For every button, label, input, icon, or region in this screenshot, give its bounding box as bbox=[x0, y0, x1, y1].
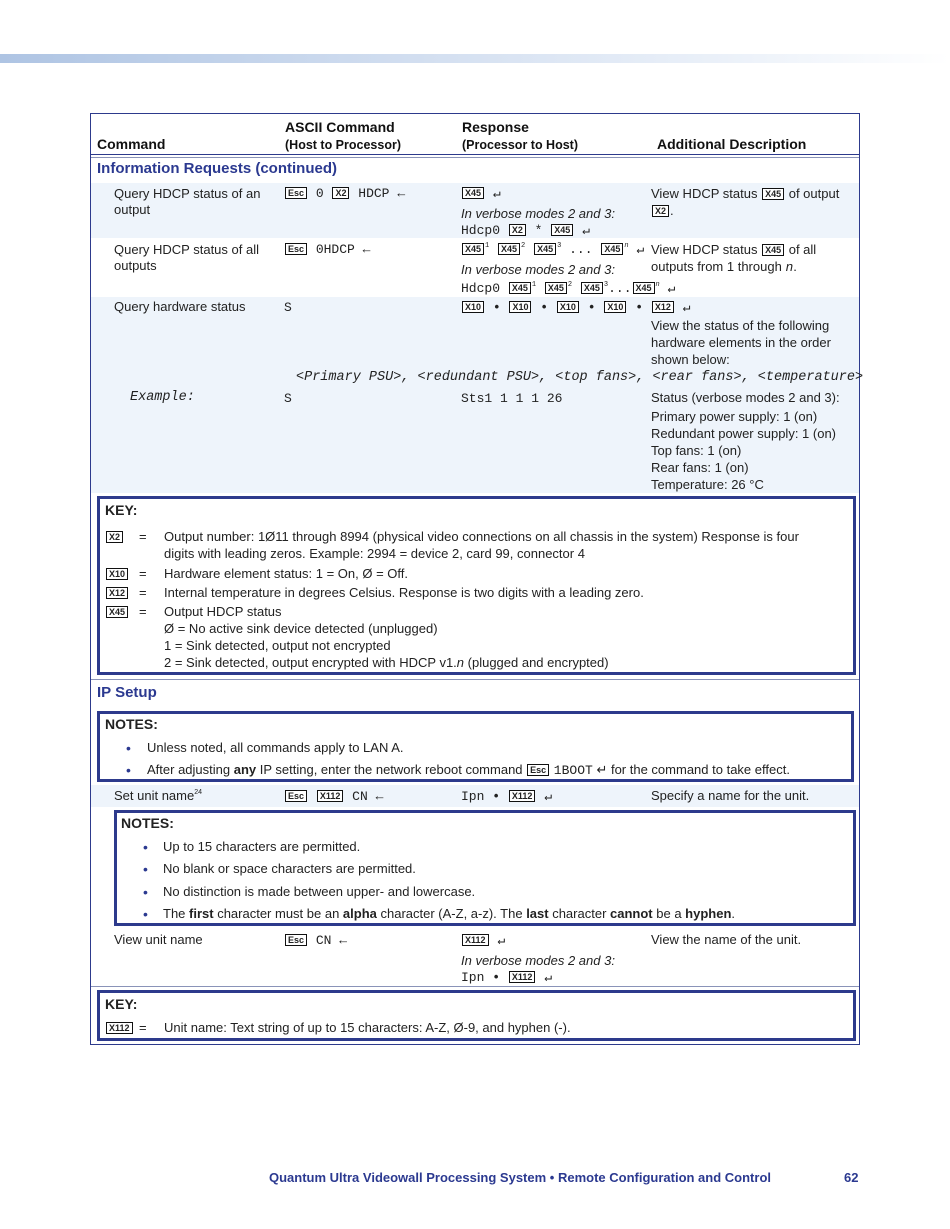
bullet-icon: • bbox=[126, 762, 131, 778]
resp-verbose-hdcp-output bbox=[461, 223, 590, 239]
key-x45-desc-l4 bbox=[164, 655, 609, 671]
verbose-prefix: Hdcp0 bbox=[461, 223, 501, 238]
resp-query-hdcp-all bbox=[461, 242, 644, 258]
hardware-order-line: <Primary PSU>, <redundant PSU>, <top fans>, <rear fans>, <temperature> bbox=[296, 370, 864, 385]
header-divider bbox=[91, 154, 859, 155]
desc-part: outputs from 1 through bbox=[651, 259, 782, 274]
verbose-label: In verbose modes 2 and 3: bbox=[461, 953, 615, 968]
x45-variable: X45 bbox=[509, 282, 531, 294]
bullet-icon: • bbox=[126, 740, 131, 756]
key-text-part: 2 = Sink detected, output encrypted with HDCP v1. bbox=[164, 655, 457, 670]
header-divider-2 bbox=[91, 157, 859, 158]
esc-key: Esc bbox=[285, 790, 307, 802]
ascii-query-hdcp-all bbox=[284, 242, 370, 258]
superscript: 2 bbox=[567, 281, 573, 289]
section-divider bbox=[91, 986, 859, 987]
key-eq: = bbox=[139, 604, 147, 619]
x45-variable: X45 bbox=[601, 243, 623, 255]
section-title-ip-setup: IP Setup bbox=[97, 684, 157, 701]
key-eq: = bbox=[139, 585, 147, 600]
key-x12-desc: Internal temperature in degrees Celsius. Response is two digits with a leading zero. bbox=[164, 585, 644, 600]
col-header-ascii-sub: (Host to Processor) bbox=[285, 138, 401, 152]
footnote-ref: 24 bbox=[194, 789, 203, 796]
note-text: cannot bbox=[610, 906, 653, 921]
notes-title: NOTES: bbox=[105, 716, 158, 732]
note-text: IP setting, enter the network reboot command bbox=[256, 762, 523, 777]
ascii-set-unit-name bbox=[284, 789, 383, 805]
x12-variable: X12 bbox=[652, 301, 674, 313]
key-x2-desc-l1: Output number: 1Ø11 through 8994 (physical video connections on all chassis in the system) Response is four bbox=[164, 529, 799, 544]
desc-hdcp-output-l2 bbox=[651, 203, 674, 219]
desc-part: n bbox=[785, 260, 794, 275]
superscript: 1 bbox=[485, 242, 490, 250]
note-text: hyphen bbox=[685, 906, 732, 921]
cmd-query-hdcp-output-l1: Query HDCP status of an bbox=[114, 186, 261, 201]
verbose-label: In verbose modes 2 and 3: bbox=[461, 262, 615, 277]
desc-hardware-l3: shown below: bbox=[651, 352, 730, 367]
example-ascii: S bbox=[284, 391, 292, 406]
note-text: The bbox=[163, 906, 190, 921]
x45-variable: X45 bbox=[633, 282, 655, 294]
ascii-part: CN bbox=[352, 789, 368, 804]
ellipsis: ... bbox=[569, 242, 593, 257]
x10-variable: X10 bbox=[604, 301, 626, 313]
x2-variable: X2 bbox=[332, 187, 349, 199]
x45-variable: X45 bbox=[762, 188, 784, 200]
ascii-part: 0HDCP bbox=[315, 242, 355, 257]
x112-variable: X112 bbox=[509, 790, 536, 802]
ascii-part: 0 bbox=[315, 186, 324, 201]
enter-return-icon: ↵ bbox=[544, 789, 553, 804]
cmd-query-hdcp-output-l2: output bbox=[114, 202, 151, 217]
x112-variable: X112 bbox=[317, 790, 344, 802]
key-label-x45 bbox=[105, 604, 129, 620]
col-header-ascii: ASCII Command bbox=[285, 119, 395, 135]
header-gradient-bar bbox=[0, 54, 950, 63]
key-x112-desc: Unit name: Text string of up to 15 characters: A-Z, Ø-9, and hyphen (-). bbox=[164, 1020, 571, 1035]
key-text-part: n bbox=[456, 655, 465, 670]
cmd-set-unit-name bbox=[114, 788, 202, 804]
note-first-last bbox=[163, 906, 735, 922]
ascii-query-hardware: S bbox=[284, 300, 292, 315]
x45-variable: X45 bbox=[762, 244, 784, 256]
cmd-text: Set unit name bbox=[114, 788, 195, 803]
desc-hdcp-output-l1 bbox=[651, 186, 839, 202]
note-text: alpha bbox=[342, 906, 377, 921]
example-desc-3: Top fans: 1 (on) bbox=[651, 443, 742, 458]
x45-variable: X45 bbox=[551, 224, 573, 236]
resp-query-hdcp-output bbox=[461, 186, 501, 202]
note-15-chars: Up to 15 characters are permitted. bbox=[163, 839, 361, 854]
example-desc-4: Rear fans: 1 (on) bbox=[651, 460, 749, 475]
x10-variable: X10 bbox=[462, 301, 484, 313]
bullet-icon: • bbox=[143, 884, 148, 900]
superscript: n bbox=[624, 242, 629, 250]
key-label-x12 bbox=[105, 585, 129, 601]
resp-query-hardware bbox=[461, 300, 690, 316]
note-reboot bbox=[147, 762, 790, 779]
x45-variable: X45 bbox=[534, 243, 556, 255]
cmd-query-hardware: Query hardware status bbox=[114, 299, 246, 314]
x2-variable: X2 bbox=[509, 224, 526, 236]
key-label-x112 bbox=[105, 1020, 134, 1036]
key-x45-desc-l3: 1 = Sink detected, output not encrypted bbox=[164, 638, 391, 653]
note-text: After adjusting bbox=[147, 762, 234, 777]
desc-part: of all bbox=[788, 242, 817, 257]
enter-return-icon: ↵ bbox=[596, 762, 608, 777]
desc-part: . bbox=[793, 259, 797, 274]
note-no-spaces: No blank or space characters are permitted. bbox=[163, 861, 416, 876]
example-label: Example: bbox=[130, 390, 195, 405]
ascii-part: HDCP bbox=[358, 186, 390, 201]
example-desc-1: Primary power supply: 1 (on) bbox=[651, 409, 818, 424]
note-case: No distinction is made between upper- and lowercase. bbox=[163, 884, 476, 899]
note-text: . bbox=[731, 906, 736, 921]
x10-variable: X10 bbox=[509, 301, 531, 313]
x10-variable: X10 bbox=[557, 301, 579, 313]
note-text: first bbox=[189, 906, 214, 921]
key-x2-desc-l2: digits with leading zeros. Example: 2994 = device 2, card 99, connector 4 bbox=[164, 546, 585, 561]
x2-variable: X2 bbox=[652, 205, 669, 217]
separator: • bbox=[492, 970, 501, 985]
resp-verbose-view-unit bbox=[461, 970, 552, 986]
section-title-info-requests: Information Requests (continued) bbox=[97, 160, 337, 177]
note-text: character must be an bbox=[213, 906, 343, 921]
x112-variable: X112 bbox=[106, 1022, 133, 1034]
note-text: for the command to take effect. bbox=[610, 762, 790, 777]
note-lan-a: Unless noted, all commands apply to LAN A. bbox=[147, 740, 404, 755]
page-number: 62 bbox=[844, 1170, 859, 1185]
note-text: character (A-Z, a-z). The bbox=[376, 906, 527, 921]
bullet-icon: • bbox=[143, 906, 148, 922]
col-header-description: Additional Description bbox=[657, 136, 807, 152]
key-eq: = bbox=[139, 529, 147, 544]
left-arrow-icon: ← bbox=[362, 242, 371, 257]
reboot-command: 1BOOT bbox=[553, 763, 593, 778]
enter-return-icon: ↵ bbox=[497, 933, 506, 948]
example-desc-0: Status (verbose modes 2 and 3): bbox=[651, 390, 840, 405]
key-text-part: (plugged and encrypted) bbox=[464, 655, 609, 670]
x45-variable: X45 bbox=[462, 243, 484, 255]
enter-return-icon: ↵ bbox=[544, 970, 553, 985]
key-title: KEY: bbox=[105, 502, 138, 518]
enter-return-icon: ↵ bbox=[492, 186, 501, 201]
superscript: n bbox=[655, 281, 660, 289]
separator: • bbox=[540, 300, 549, 315]
note-text: any bbox=[233, 762, 257, 777]
left-arrow-icon: ← bbox=[375, 789, 384, 804]
x112-variable: X112 bbox=[462, 934, 489, 946]
x45-variable: X45 bbox=[106, 606, 128, 618]
x12-variable: X12 bbox=[106, 587, 128, 599]
cmd-query-hdcp-all-l2: outputs bbox=[114, 258, 157, 273]
cmd-view-unit-name: View unit name bbox=[114, 932, 203, 947]
x10-variable: X10 bbox=[106, 568, 128, 580]
example-response: Sts1 1 1 1 26 bbox=[461, 391, 563, 406]
verbose-prefix: Hdcp0 bbox=[461, 281, 501, 296]
ascii-part: CN bbox=[315, 933, 332, 948]
esc-key: Esc bbox=[285, 187, 307, 199]
desc-part: . bbox=[670, 203, 674, 218]
desc-part: View HDCP status bbox=[651, 242, 758, 257]
separator: * bbox=[534, 223, 543, 238]
key-eq: = bbox=[139, 1020, 147, 1035]
bullet-icon: • bbox=[143, 839, 148, 855]
enter-return-icon: ↵ bbox=[636, 242, 645, 257]
section-divider bbox=[91, 679, 859, 680]
verbose-label: In verbose modes 2 and 3: bbox=[461, 206, 615, 221]
desc-hardware-l2: hardware elements in the order bbox=[651, 335, 831, 350]
desc-hardware-l1: View the status of the following bbox=[651, 318, 830, 333]
x45-variable: X45 bbox=[545, 282, 567, 294]
enter-return-icon: ↵ bbox=[582, 223, 590, 238]
superscript: 3 bbox=[557, 242, 562, 250]
enter-return-icon: ↵ bbox=[682, 300, 691, 315]
desc-view-unit-name: View the name of the unit. bbox=[651, 932, 802, 947]
note-text: character bbox=[548, 906, 611, 921]
bullet-icon: • bbox=[143, 861, 148, 877]
ascii-query-hdcp-output bbox=[284, 186, 405, 202]
desc-part: View HDCP status bbox=[651, 186, 758, 201]
resp-set-unit-name bbox=[461, 789, 552, 805]
separator: • bbox=[492, 300, 501, 315]
resp-view-unit-name bbox=[461, 933, 505, 949]
note-text: be a bbox=[652, 906, 686, 921]
desc-part: of output bbox=[788, 186, 840, 201]
notes-title: NOTES: bbox=[121, 815, 174, 831]
key-label-x10 bbox=[105, 566, 129, 582]
x2-variable: X2 bbox=[106, 531, 123, 543]
ascii-view-unit-name bbox=[284, 933, 347, 949]
enter-return-icon: ↵ bbox=[667, 281, 676, 296]
key-title: KEY: bbox=[105, 996, 138, 1012]
superscript: 1 bbox=[531, 281, 537, 289]
esc-key: Esc bbox=[285, 934, 307, 946]
esc-key: Esc bbox=[285, 243, 307, 255]
desc-hdcp-all-l2 bbox=[651, 259, 797, 276]
superscript: 2 bbox=[521, 242, 526, 250]
col-header-command: Command bbox=[97, 136, 166, 152]
desc-set-unit-name: Specify a name for the unit. bbox=[651, 788, 810, 803]
key-x45-desc-l1: Output HDCP status bbox=[164, 604, 282, 619]
footer-title: Quantum Ultra Videowall Processing System • Remote Configuration and Control bbox=[269, 1170, 771, 1185]
separator: • bbox=[587, 300, 596, 315]
key-label-x2 bbox=[105, 529, 124, 545]
col-header-response-sub: (Processor to Host) bbox=[462, 138, 578, 152]
cmd-query-hdcp-all-l1: Query HDCP status of all bbox=[114, 242, 259, 257]
key-x10-desc: Hardware element status: 1 = On, Ø = Off. bbox=[164, 566, 408, 581]
separator: • bbox=[492, 789, 501, 804]
x45-variable: X45 bbox=[498, 243, 520, 255]
x45-variable: X45 bbox=[581, 282, 603, 294]
superscript: 3 bbox=[603, 281, 609, 289]
separator: • bbox=[635, 300, 643, 315]
example-desc-5: Temperature: 26 °C bbox=[651, 477, 764, 492]
x112-variable: X112 bbox=[509, 971, 536, 983]
resp-verbose-hdcp-all bbox=[461, 281, 675, 297]
verbose-prefix: Ipn bbox=[461, 970, 485, 985]
example-desc-2: Redundant power supply: 1 (on) bbox=[651, 426, 837, 441]
left-arrow-icon: ← bbox=[397, 186, 406, 201]
key-eq: = bbox=[139, 566, 147, 581]
col-header-response: Response bbox=[462, 119, 529, 135]
note-text: last bbox=[526, 906, 549, 921]
ellipsis: ... bbox=[608, 281, 632, 296]
x45-variable: X45 bbox=[462, 187, 484, 199]
esc-key: Esc bbox=[527, 764, 549, 776]
left-arrow-icon: ← bbox=[339, 933, 348, 948]
key-x45-desc-l2: Ø = No active sink device detected (unplugged) bbox=[164, 621, 438, 636]
desc-hdcp-all-l1 bbox=[651, 242, 816, 258]
resp-part: Ipn bbox=[461, 789, 485, 804]
